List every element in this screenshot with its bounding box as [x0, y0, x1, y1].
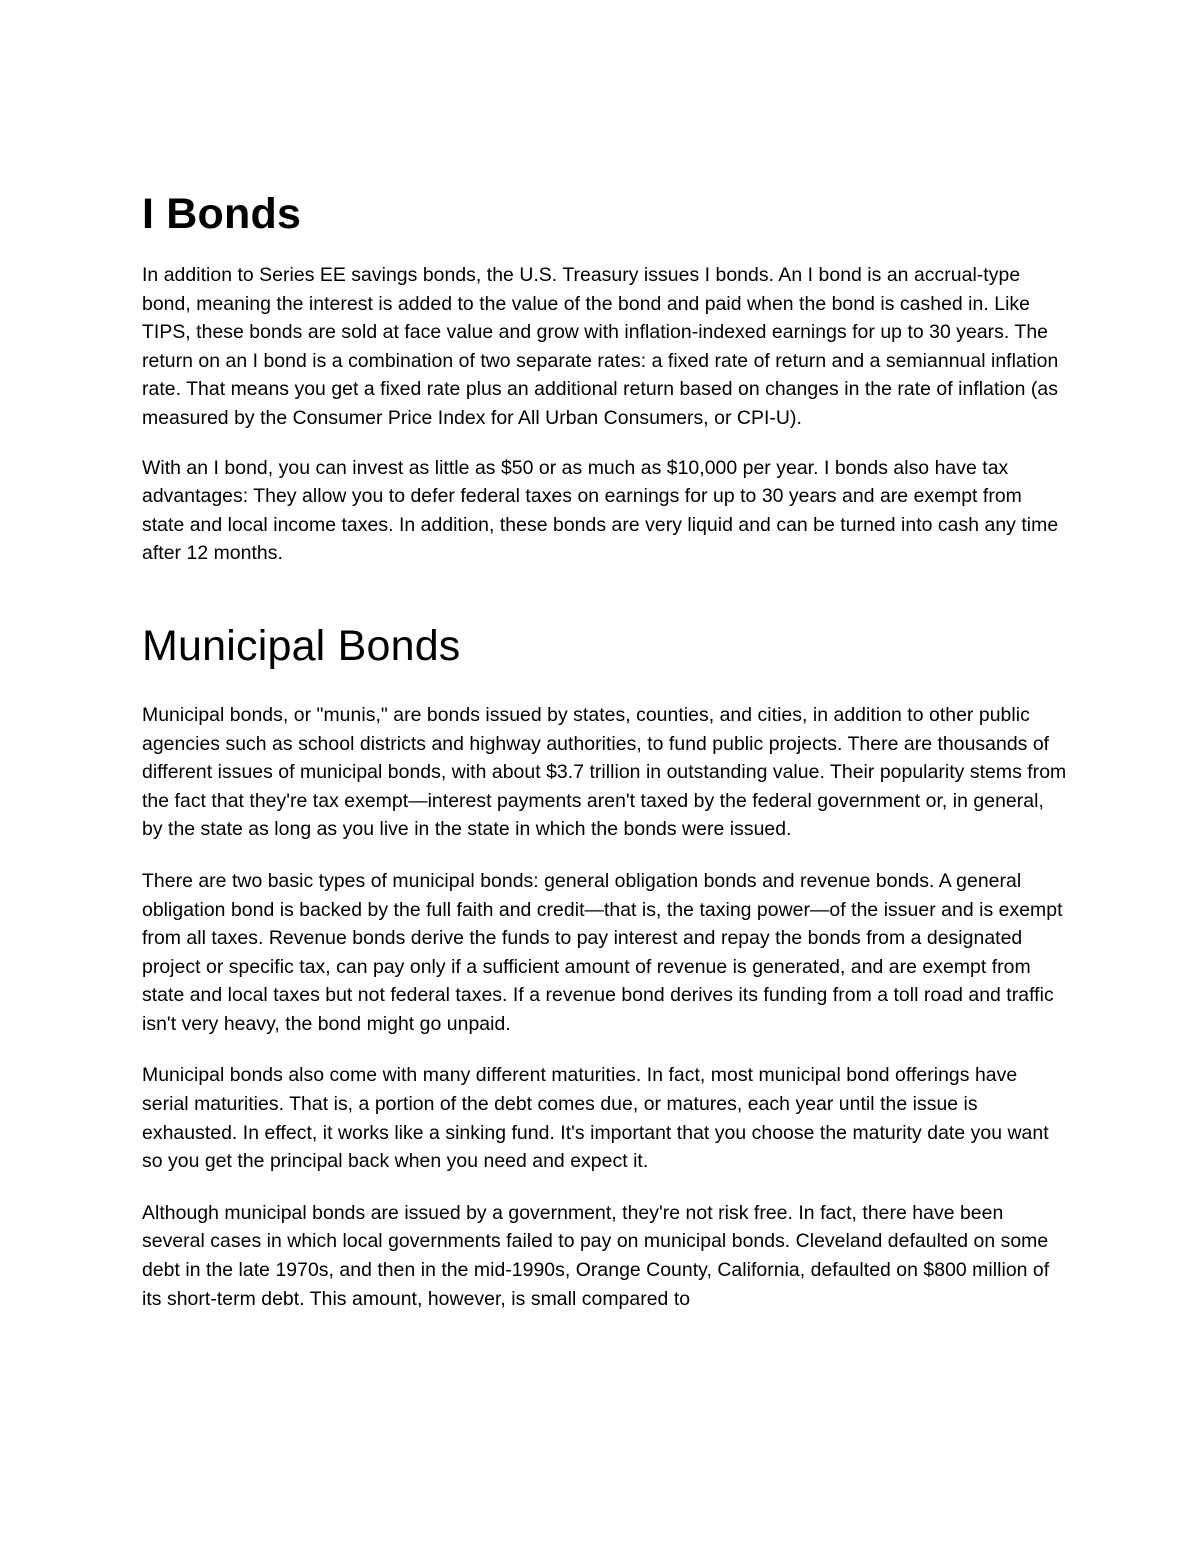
paragraph-municipal-types: There are two basic types of municipal bonds: general obligation bonds and revenue bonds. A general obligation bond is backed by the full faith and credit—that is, the taxing power—of the issuer and is exempt from all taxes. Revenue bonds derive the funds to pay interest and repay the bonds from a designated project or specific tax, can pay only if a sufficient amount of revenue is generated, and are exempt from state and local taxes but not federal taxes. If a revenue bond derives its funding from a toll road and traffic isn't very heavy, the bond might go unpaid.	[142, 869, 1063, 1035]
paragraph-i-bonds-investment: With an I bond, you can invest as little as $50 or as much as $10,000 per year. I bonds also have tax advantages: They allow you to defer federal taxes on earnings for up to 30 years and are exempt from state and local income taxes. In addition, these bonds are very liquid and can be turned into cash any time after 12 months.	[142, 456, 1059, 565]
paragraph-municipal-intro: Municipal bonds, or "munis," are bonds issued by states, counties, and cities, in addition to other public agencies such as school districts and highway authorities, to fund public projects. There are thousands of different issues of municipal bonds, with about $3.7 trillion in outstanding value. Their popularity stems from the fact that they're tax exempt—interest payments aren't taxed by the federal government or, in general, by the state as long as you live in the state in which the bonds were issued.	[142, 703, 1067, 841]
paragraph-municipal-maturities: Municipal bonds also come with many different maturities. In fact, most municipal bond offerings have serial maturities. That is, a portion of the debt comes due, or matures, each year until the issue is exhausted. In effect, it works like a sinking fund. It's important that you choose the maturity date you want so you get the principal back when you need and expect it.	[142, 1064, 1049, 1173]
section-heading-i-bonds: I Bonds	[142, 190, 302, 238]
paragraph-i-bonds-intro: In addition to Series EE savings bonds, the U.S. Treasury issues I bonds. An I bond is an accrual-type bond, meaning the interest is added to the value of the bond and paid when the bond is cashed in. Like TIPS, these bonds are sold at face value and grow with inflation-indexed earnings for up to 30 years. The return on an I bond is a combination of two separate rates: a fixed rate of return and a semiannual inflation rate. That means you get a fixed rate plus an additional return based on changes in the rate of inflation (as measured by the Consumer Price Index for All Urban Consumers, or CPI-U).	[142, 264, 1059, 429]
section-heading-municipal-bonds: Municipal Bonds	[142, 621, 461, 670]
document-content	[142, 188, 1067, 1313]
paragraph-municipal-risk: Although municipal bonds are issued by a government, they're not risk free. In fact, there have been several cases in which local governments failed to pay on municipal bonds. Cleveland defaulted on some debt in the late 1970s, and then in the mid-1990s, Orange County, California, defaulted on $800 million of its short-term debt. This amount, however, is small compared to	[142, 1201, 1050, 1310]
